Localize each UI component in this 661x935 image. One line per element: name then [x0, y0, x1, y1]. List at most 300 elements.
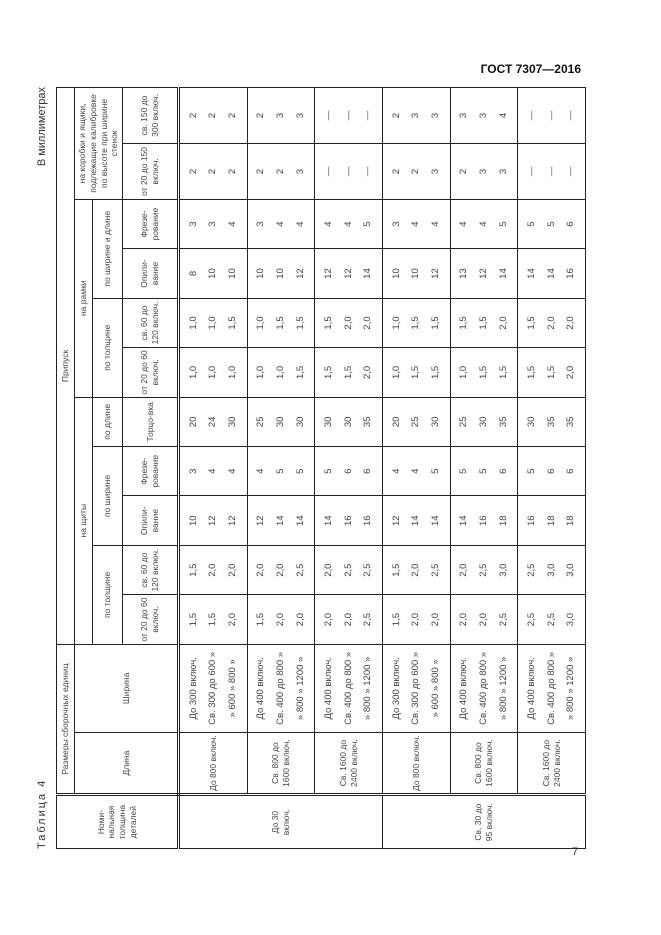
- width-value: » 600 » 800 »: [429, 659, 441, 718]
- table-row: [315, 88, 383, 849]
- allowance-value: 2,5: [478, 563, 489, 577]
- value-cell-sh-t2: [179, 545, 248, 594]
- allowance-value: 20: [390, 416, 402, 428]
- allowance-value: 14: [274, 515, 286, 526]
- value-cell-sh-t1: [315, 595, 383, 644]
- allowance-value: 35: [565, 416, 577, 428]
- allowance-value: 2,5: [545, 612, 557, 627]
- value-cell-fr-t1: [315, 348, 383, 397]
- allowance-value: 5: [478, 468, 489, 474]
- allowance-value: —: [342, 166, 354, 177]
- allowance-value: 2,0: [323, 612, 335, 627]
- value-cell-sh-t1: [450, 595, 518, 644]
- header-fr-60-120: св. 60 до 120 включ.: [123, 298, 179, 347]
- allowance-value: 30: [342, 416, 354, 428]
- allowance-value: 1,0: [274, 365, 286, 379]
- allowance-value: 3,0: [545, 563, 557, 577]
- allowance-value: —: [526, 110, 538, 121]
- allowance-value: 18: [497, 515, 509, 526]
- value-cell-fr-t2: [247, 298, 315, 347]
- width-value: Св. 300 до 600 »: [410, 651, 422, 725]
- allowance-value: 1,5: [226, 316, 238, 330]
- allowance-value: 3: [294, 168, 306, 175]
- allowance-value: 30: [429, 416, 441, 428]
- value-cell-fr-saw: [179, 249, 248, 298]
- allowance-value: 1,5: [294, 316, 306, 330]
- allowance-value: 1,0: [207, 365, 219, 379]
- allowance-value: 4: [342, 221, 354, 227]
- table-number: Таблица 4: [36, 778, 48, 849]
- allowance-value: 4: [478, 221, 489, 227]
- allowance-value: 1,0: [390, 316, 402, 330]
- allowance-value: 5: [274, 468, 286, 474]
- value-cell-bx-1: [179, 143, 248, 199]
- header-shields-by-thickness: по толщине: [93, 545, 123, 644]
- header-nominal-thickness: Номи-нальная толщина деталей: [57, 795, 179, 849]
- header-fr-20-60: от 20 до 60 включ.: [123, 348, 179, 397]
- allowance-value: 3: [410, 112, 422, 119]
- allowance-value: 14: [458, 515, 470, 526]
- allowance-value: 4: [410, 468, 422, 474]
- allowance-value: 3: [390, 221, 402, 227]
- allowance-value: 1,5: [410, 316, 422, 330]
- allowance-value: 16: [478, 515, 489, 526]
- header-fr-milling: Фрезе-рование: [123, 199, 179, 248]
- allowance-value: 5: [294, 468, 306, 474]
- allowance-value: —: [526, 166, 538, 177]
- width-value: Св. 400 до 800 »: [478, 651, 489, 725]
- length-cell: Св. 1600 до 2400 включ.: [518, 732, 586, 794]
- allowance-value: 1,0: [255, 365, 267, 379]
- allowance-value: 4: [410, 221, 422, 227]
- allowance-value: 1,5: [526, 316, 538, 330]
- allowance-value: 1,5: [526, 365, 538, 379]
- allowance-value: 5: [458, 468, 470, 474]
- allowance-value: 14: [497, 268, 509, 279]
- allowance-value: 3,0: [565, 612, 577, 627]
- value-cell-sh-trim: [450, 397, 518, 446]
- allowance-value: 6: [565, 468, 577, 474]
- width-cell: [247, 644, 315, 732]
- allowance-value: 3: [207, 221, 219, 227]
- value-cell-fr-t2: [179, 298, 248, 347]
- allowance-value: 2: [187, 112, 199, 119]
- value-cell-sh-t1: [518, 595, 586, 644]
- allowance-value: 3: [274, 112, 286, 119]
- header-sh-milling: Фрезе-рование: [123, 447, 179, 496]
- allowance-value: 16: [565, 268, 577, 279]
- allowance-value: 24: [207, 416, 219, 428]
- allowance-value: 4: [226, 221, 238, 227]
- allowance-value: 2,5: [526, 563, 538, 577]
- header-shields-by-length: по длине: [93, 397, 123, 446]
- value-cell-fr-t1: [450, 348, 518, 397]
- value-cell-sh-trim: [315, 397, 383, 446]
- value-cell-fr-t1: [179, 348, 248, 397]
- table-row: [450, 88, 518, 849]
- table-row: [518, 88, 586, 849]
- allowance-value: 10: [390, 268, 402, 279]
- allowance-value: 4: [458, 221, 470, 227]
- width-value: До 400 включ.: [323, 657, 335, 720]
- allowance-value: 2: [410, 168, 422, 175]
- table-row: [247, 88, 315, 849]
- value-cell-fr-t2: [382, 298, 450, 347]
- allowance-value: 2,0: [545, 316, 557, 330]
- allowance-value: 12: [226, 515, 238, 526]
- allowance-value: 2,0: [342, 316, 354, 330]
- allowance-value: 25: [458, 416, 470, 428]
- allowance-value: 2,0: [458, 612, 470, 627]
- allowance-value: —: [323, 166, 335, 177]
- allowance-value: —: [362, 110, 374, 121]
- width-cell: [518, 644, 586, 732]
- table-body: [179, 88, 586, 849]
- allowance-value: 6: [342, 468, 354, 474]
- width-cell: [179, 644, 248, 732]
- allowance-value: —: [362, 166, 374, 177]
- allowance-value: 20: [187, 416, 199, 428]
- value-cell-bx-2: [450, 88, 518, 144]
- allowance-value: 2,0: [255, 563, 267, 577]
- allowance-value: 6: [545, 468, 557, 474]
- value-cell-sh-mill: [518, 447, 586, 496]
- nominal-thickness-cell: До 30 включ.: [179, 795, 383, 849]
- table-row: [382, 88, 450, 849]
- value-cell-fr-saw: [315, 249, 383, 298]
- value-cell-sh-t1: [382, 595, 450, 644]
- width-value: Св. 300 до 600 »: [207, 651, 219, 725]
- width-cell: [382, 644, 450, 732]
- allowance-value: 2,5: [342, 563, 354, 577]
- allowance-value: 2,5: [294, 563, 306, 577]
- allowance-value: 1,5: [323, 316, 335, 330]
- allowance-value: 30: [274, 416, 286, 428]
- value-cell-bx-2: [179, 88, 248, 144]
- allowance-value: 3: [429, 112, 441, 119]
- value-cell-fr-saw: [450, 249, 518, 298]
- value-cell-fr-t2: [315, 298, 383, 347]
- length-cell: Св. 800 до 1600 включ.: [247, 732, 315, 794]
- header-frames: на рамки: [75, 199, 93, 397]
- header-allowance: Припуск: [57, 88, 75, 645]
- allowance-value: 2,0: [565, 365, 577, 379]
- allowance-value: 14: [526, 268, 538, 279]
- width-value: До 400 включ.: [526, 657, 538, 720]
- value-cell-fr-saw: [382, 249, 450, 298]
- allowance-value: 12: [255, 515, 267, 526]
- nominal-thickness-cell: Св. 30 до 95 включ.: [382, 795, 585, 849]
- value-cell-bx-1: [518, 143, 586, 199]
- header-width: Ширина: [75, 644, 179, 732]
- width-cell: [315, 644, 383, 732]
- allowance-value: —: [323, 110, 335, 121]
- allowance-value: 2: [255, 168, 267, 175]
- standard-designation: ГОСТ 7307—2016: [480, 62, 581, 76]
- allowance-value: 2,5: [497, 612, 509, 627]
- value-cell-sh-saw: [382, 496, 450, 545]
- value-cell-fr-mill: [518, 199, 586, 248]
- allowance-value: 8: [187, 270, 199, 277]
- allowance-value: 1,5: [478, 316, 489, 330]
- value-cell-bx-1: [382, 143, 450, 199]
- allowance-value: 4: [274, 221, 286, 227]
- header-length: Длина: [75, 732, 179, 794]
- allowance-value: 1,0: [207, 316, 219, 330]
- value-cell-sh-mill: [450, 447, 518, 496]
- allowance-value: 3: [478, 168, 489, 175]
- allowance-value: 2,5: [362, 563, 374, 577]
- allowance-value: 2,0: [497, 316, 509, 330]
- header-sh-sawing: Опили-вание: [123, 496, 179, 545]
- allowance-value: 3,0: [497, 563, 509, 577]
- header-sh-trimming: Торцо-вка: [123, 397, 179, 446]
- allowance-value: 2: [187, 168, 199, 175]
- header-bx-150-300: св. 150 до 300 включ.: [123, 88, 179, 144]
- allowance-value: 2,0: [565, 316, 577, 330]
- value-cell-fr-mill: [247, 199, 315, 248]
- allowance-value: 1,0: [458, 365, 470, 379]
- allowance-value: —: [565, 110, 577, 121]
- value-cell-bx-1: [450, 143, 518, 199]
- value-cell-sh-saw: [450, 496, 518, 545]
- width-value: » 800 » 1200 »: [565, 656, 577, 721]
- value-cell-sh-saw: [247, 496, 315, 545]
- value-cell-fr-t1: [247, 348, 315, 397]
- length-cell: До 800 включ.: [179, 732, 248, 794]
- value-cell-sh-t2: [315, 545, 383, 594]
- value-cell-fr-mill: [382, 199, 450, 248]
- allowance-value: 4: [207, 468, 219, 474]
- allowance-value: 2,0: [410, 612, 422, 627]
- allowance-value: 6: [565, 221, 577, 227]
- width-cell: [450, 644, 518, 732]
- allowance-value: 12: [294, 268, 306, 279]
- value-cell-sh-t2: [247, 545, 315, 594]
- allowance-value: 5: [362, 221, 374, 227]
- units-label: В миллиметрах: [36, 87, 48, 167]
- header-shields: на щиты: [75, 397, 93, 644]
- value-cell-bx-1: [315, 143, 383, 199]
- allowance-value: 3: [497, 168, 509, 175]
- allowance-value: 35: [545, 416, 557, 428]
- value-cell-bx-2: [247, 88, 315, 144]
- allowance-value: 2,0: [226, 612, 238, 627]
- width-value: Св. 400 до 800 »: [274, 651, 286, 725]
- value-cell-sh-t1: [247, 595, 315, 644]
- value-cell-sh-saw: [179, 496, 248, 545]
- allowance-value: 2,0: [458, 563, 470, 577]
- allowance-value: 4: [497, 112, 509, 119]
- allowance-value: 12: [390, 515, 402, 526]
- header-shields-by-width: по ширине: [93, 447, 123, 546]
- width-value: Св. 400 до 800 »: [545, 651, 557, 725]
- allowance-value: 4: [429, 221, 441, 227]
- allowance-value: 1,5: [478, 365, 489, 379]
- allowance-value: 1,5: [410, 365, 422, 379]
- allowance-value: 1,5: [207, 612, 219, 627]
- value-cell-sh-saw: [518, 496, 586, 545]
- allowance-value: 2,0: [207, 563, 219, 577]
- header-bx-20-150: от 20 до 150 включ.: [123, 143, 179, 199]
- allowance-value: 10: [274, 268, 286, 279]
- allowance-value: 5: [497, 221, 509, 227]
- allowance-value: 1,5: [390, 563, 402, 577]
- width-value: До 400 включ.: [255, 657, 267, 720]
- allowance-value: 2,5: [526, 612, 538, 627]
- value-cell-fr-mill: [315, 199, 383, 248]
- allowance-value: 1,0: [255, 316, 267, 330]
- value-cell-sh-mill: [247, 447, 315, 496]
- value-cell-bx-2: [315, 88, 383, 144]
- allowance-value: 2: [207, 112, 219, 119]
- allowance-value: 2: [458, 168, 470, 175]
- allowance-value: 1,0: [187, 365, 199, 379]
- value-cell-sh-trim: [382, 397, 450, 446]
- value-cell-sh-saw: [315, 496, 383, 545]
- allowance-value: 4: [226, 468, 238, 474]
- width-value: » 800 » 1200 »: [497, 656, 509, 721]
- length-cell: Св. 800 до 1600 включ.: [450, 732, 518, 794]
- value-cell-fr-t2: [450, 298, 518, 347]
- allowance-value: 2: [207, 168, 219, 175]
- allowance-value: —: [545, 166, 557, 177]
- allowance-value: 14: [429, 515, 441, 526]
- allowance-value: 25: [410, 416, 422, 428]
- allowance-value: 10: [410, 268, 422, 279]
- allowance-value: 1,5: [187, 563, 199, 577]
- allowance-value: 12: [342, 268, 354, 279]
- allowance-value: 1,5: [545, 365, 557, 379]
- allowance-value: 16: [362, 515, 374, 526]
- length-cell: Св. 1600 до 2400 включ.: [315, 732, 383, 794]
- allowance-value: 18: [565, 515, 577, 526]
- allowance-value: 30: [294, 416, 306, 428]
- allowance-value: 1,5: [390, 612, 402, 627]
- allowance-value: 10: [226, 268, 238, 279]
- header-boxes: на коробки и ящики, подлежащие калибровке по высоте при ширине стенок: [75, 88, 123, 200]
- allowance-value: 4: [294, 221, 306, 227]
- value-cell-sh-trim: [518, 397, 586, 446]
- allowance-value: 30: [526, 416, 538, 428]
- allowance-value: 4: [255, 468, 267, 474]
- value-cell-sh-trim: [247, 397, 315, 446]
- value-cell-sh-mill: [315, 447, 383, 496]
- width-value: До 300 включ.: [390, 657, 402, 720]
- allowance-value: 2,0: [410, 563, 422, 577]
- allowance-value: 5: [323, 468, 335, 474]
- value-cell-bx-2: [382, 88, 450, 144]
- allowance-value: 2,0: [429, 612, 441, 627]
- header-sizes: Размеры сборочных единиц: [57, 644, 75, 794]
- allowance-value: 12: [478, 268, 489, 279]
- value-cell-bx-2: [518, 88, 586, 144]
- allowance-value: 3: [294, 112, 306, 119]
- allowance-table: [56, 87, 586, 849]
- allowance-value: 12: [429, 268, 441, 279]
- allowance-value: 1,5: [429, 365, 441, 379]
- allowance-value: 2,0: [362, 365, 374, 379]
- value-cell-sh-t2: [450, 545, 518, 594]
- allowance-value: 3: [255, 221, 267, 227]
- allowance-value: 1,5: [497, 365, 509, 379]
- table-row: [179, 88, 248, 849]
- allowance-value: 2,0: [294, 612, 306, 627]
- allowance-value: 2: [226, 168, 238, 175]
- allowance-value: 1,5: [294, 365, 306, 379]
- allowance-value: 12: [207, 515, 219, 526]
- allowance-value: 4: [390, 468, 402, 474]
- page-number: 7: [572, 846, 579, 858]
- allowance-value: 2,0: [342, 612, 354, 627]
- allowance-value: 2,0: [362, 316, 374, 330]
- allowance-value: 2,0: [226, 563, 238, 577]
- length-cell: До 800 включ.: [382, 732, 450, 794]
- allowance-value: 5: [545, 221, 557, 227]
- allowance-value: 2,5: [362, 612, 374, 627]
- width-value: » 800 » 1200 »: [362, 656, 374, 721]
- allowance-value: 25: [255, 416, 267, 428]
- rotated-table-container: [36, 87, 589, 849]
- allowance-value: 1,5: [323, 365, 335, 379]
- allowance-value: 5: [526, 468, 538, 474]
- value-cell-sh-mill: [382, 447, 450, 496]
- allowance-value: 1,5: [429, 316, 441, 330]
- width-value: » 600 » 800 »: [226, 659, 238, 718]
- value-cell-fr-t1: [382, 348, 450, 397]
- allowance-value: 14: [410, 515, 422, 526]
- allowance-value: 3,0: [565, 563, 577, 577]
- table-caption: [36, 87, 52, 849]
- value-cell-sh-t2: [518, 545, 586, 594]
- allowance-value: 4: [323, 221, 335, 227]
- value-cell-fr-t1: [518, 348, 586, 397]
- allowance-value: 30: [323, 416, 335, 428]
- value-cell-fr-t2: [518, 298, 586, 347]
- allowance-value: 10: [255, 268, 267, 279]
- allowance-value: —: [565, 166, 577, 177]
- allowance-value: 5: [526, 221, 538, 227]
- allowance-value: 1,5: [458, 316, 470, 330]
- allowance-value: 2: [390, 112, 402, 119]
- header-sh-20-60: от 20 до 60 включ.: [123, 595, 179, 644]
- allowance-value: 6: [497, 468, 509, 474]
- allowance-value: 1,0: [390, 365, 402, 379]
- value-cell-sh-mill: [179, 447, 248, 496]
- allowance-value: 3: [429, 168, 441, 175]
- allowance-value: 3: [187, 468, 199, 474]
- value-cell-sh-t1: [179, 595, 248, 644]
- allowance-value: 2: [255, 112, 267, 119]
- allowance-value: 1,5: [255, 612, 267, 627]
- allowance-value: 3: [478, 112, 489, 119]
- allowance-value: 2,0: [478, 612, 489, 627]
- allowance-value: 30: [226, 416, 238, 428]
- allowance-value: 1,5: [342, 365, 354, 379]
- allowance-value: 1,0: [226, 365, 238, 379]
- allowance-value: 3: [187, 221, 199, 227]
- allowance-value: 6: [362, 468, 374, 474]
- allowance-value: 18: [545, 515, 557, 526]
- width-value: До 400 включ.: [458, 657, 470, 720]
- allowance-value: 16: [342, 515, 354, 526]
- allowance-value: 5: [429, 468, 441, 474]
- width-value: » 800 » 1200 »: [294, 656, 306, 721]
- value-cell-fr-saw: [518, 249, 586, 298]
- value-cell-sh-trim: [179, 397, 248, 446]
- allowance-value: 16: [526, 515, 538, 526]
- allowance-value: 14: [362, 268, 374, 279]
